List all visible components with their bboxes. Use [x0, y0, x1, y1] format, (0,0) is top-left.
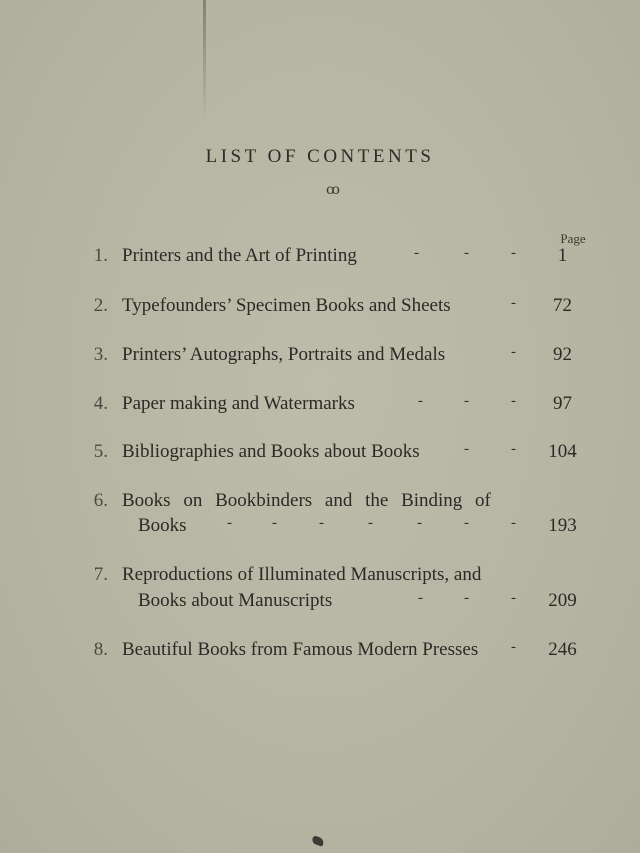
entry-page-number: 1	[557, 245, 568, 266]
page-column-heading: Page	[560, 231, 586, 246]
entry-title: Paper making and Watermarks	[122, 393, 355, 414]
document-page: LIST OF CONTENTS ꝏ Page 1. Printers and the Art of Printing - - - 1 2. Typefounders’ Specimen Books and Sheets - 72 3. Printers’ Autographs, Portraits and Medals - 92 4. Paper making and Watermarks - - - 97 5. Bibliographies and Books about Books - - 104 6. Books on Bookbinders and the Binding of Books - - - - - - - 193 7. Reproductions of Illuminated Manuscripts, and Books about Manuscripts - - - 209 8. Beautiful Books from Famous Modern Presses - 246	[0, 0, 640, 853]
entry-title-continued: Books	[138, 515, 187, 536]
entry-number: 1.	[93, 245, 108, 266]
entry-title: Printers’ Autographs, Portraits and Medals	[122, 344, 446, 365]
entry-title-continued: Books about Manuscripts	[138, 590, 333, 611]
entry-number: 2.	[93, 295, 108, 316]
entry-page-number: 193	[548, 515, 577, 536]
entry-number: 6.	[93, 490, 108, 511]
entry-title: Beautiful Books from Famous Modern Presses	[122, 639, 479, 660]
entry-page-number: 72	[553, 295, 572, 316]
entry-page-number: 92	[553, 344, 572, 365]
paper-blemish	[311, 835, 325, 847]
entry-page-number: 97	[553, 393, 572, 414]
entry-number: 8.	[93, 639, 108, 660]
paper-crease	[203, 0, 206, 120]
entry-page-number: 246	[548, 639, 577, 660]
entry-title: Printers and the Art of Printing	[122, 245, 357, 266]
ornament-icon: ꝏ	[326, 182, 340, 198]
entry-title: Typefounders’ Specimen Books and Sheets	[122, 295, 451, 316]
entry-number: 7.	[93, 564, 108, 585]
entry-number: 5.	[93, 441, 108, 462]
page-title: LIST OF CONTENTS	[205, 146, 435, 167]
entry-title: Reproductions of Illuminated Manuscripts, and	[122, 564, 482, 585]
entry-number: 3.	[93, 344, 108, 365]
entry-number: 4.	[93, 393, 108, 414]
entry-page-number: 104	[548, 441, 577, 462]
entry-title: Books on Bookbinders and the Binding of	[122, 490, 491, 511]
entry-page-number: 209	[548, 590, 577, 611]
entry-title: Bibliographies and Books about Books	[122, 441, 420, 462]
